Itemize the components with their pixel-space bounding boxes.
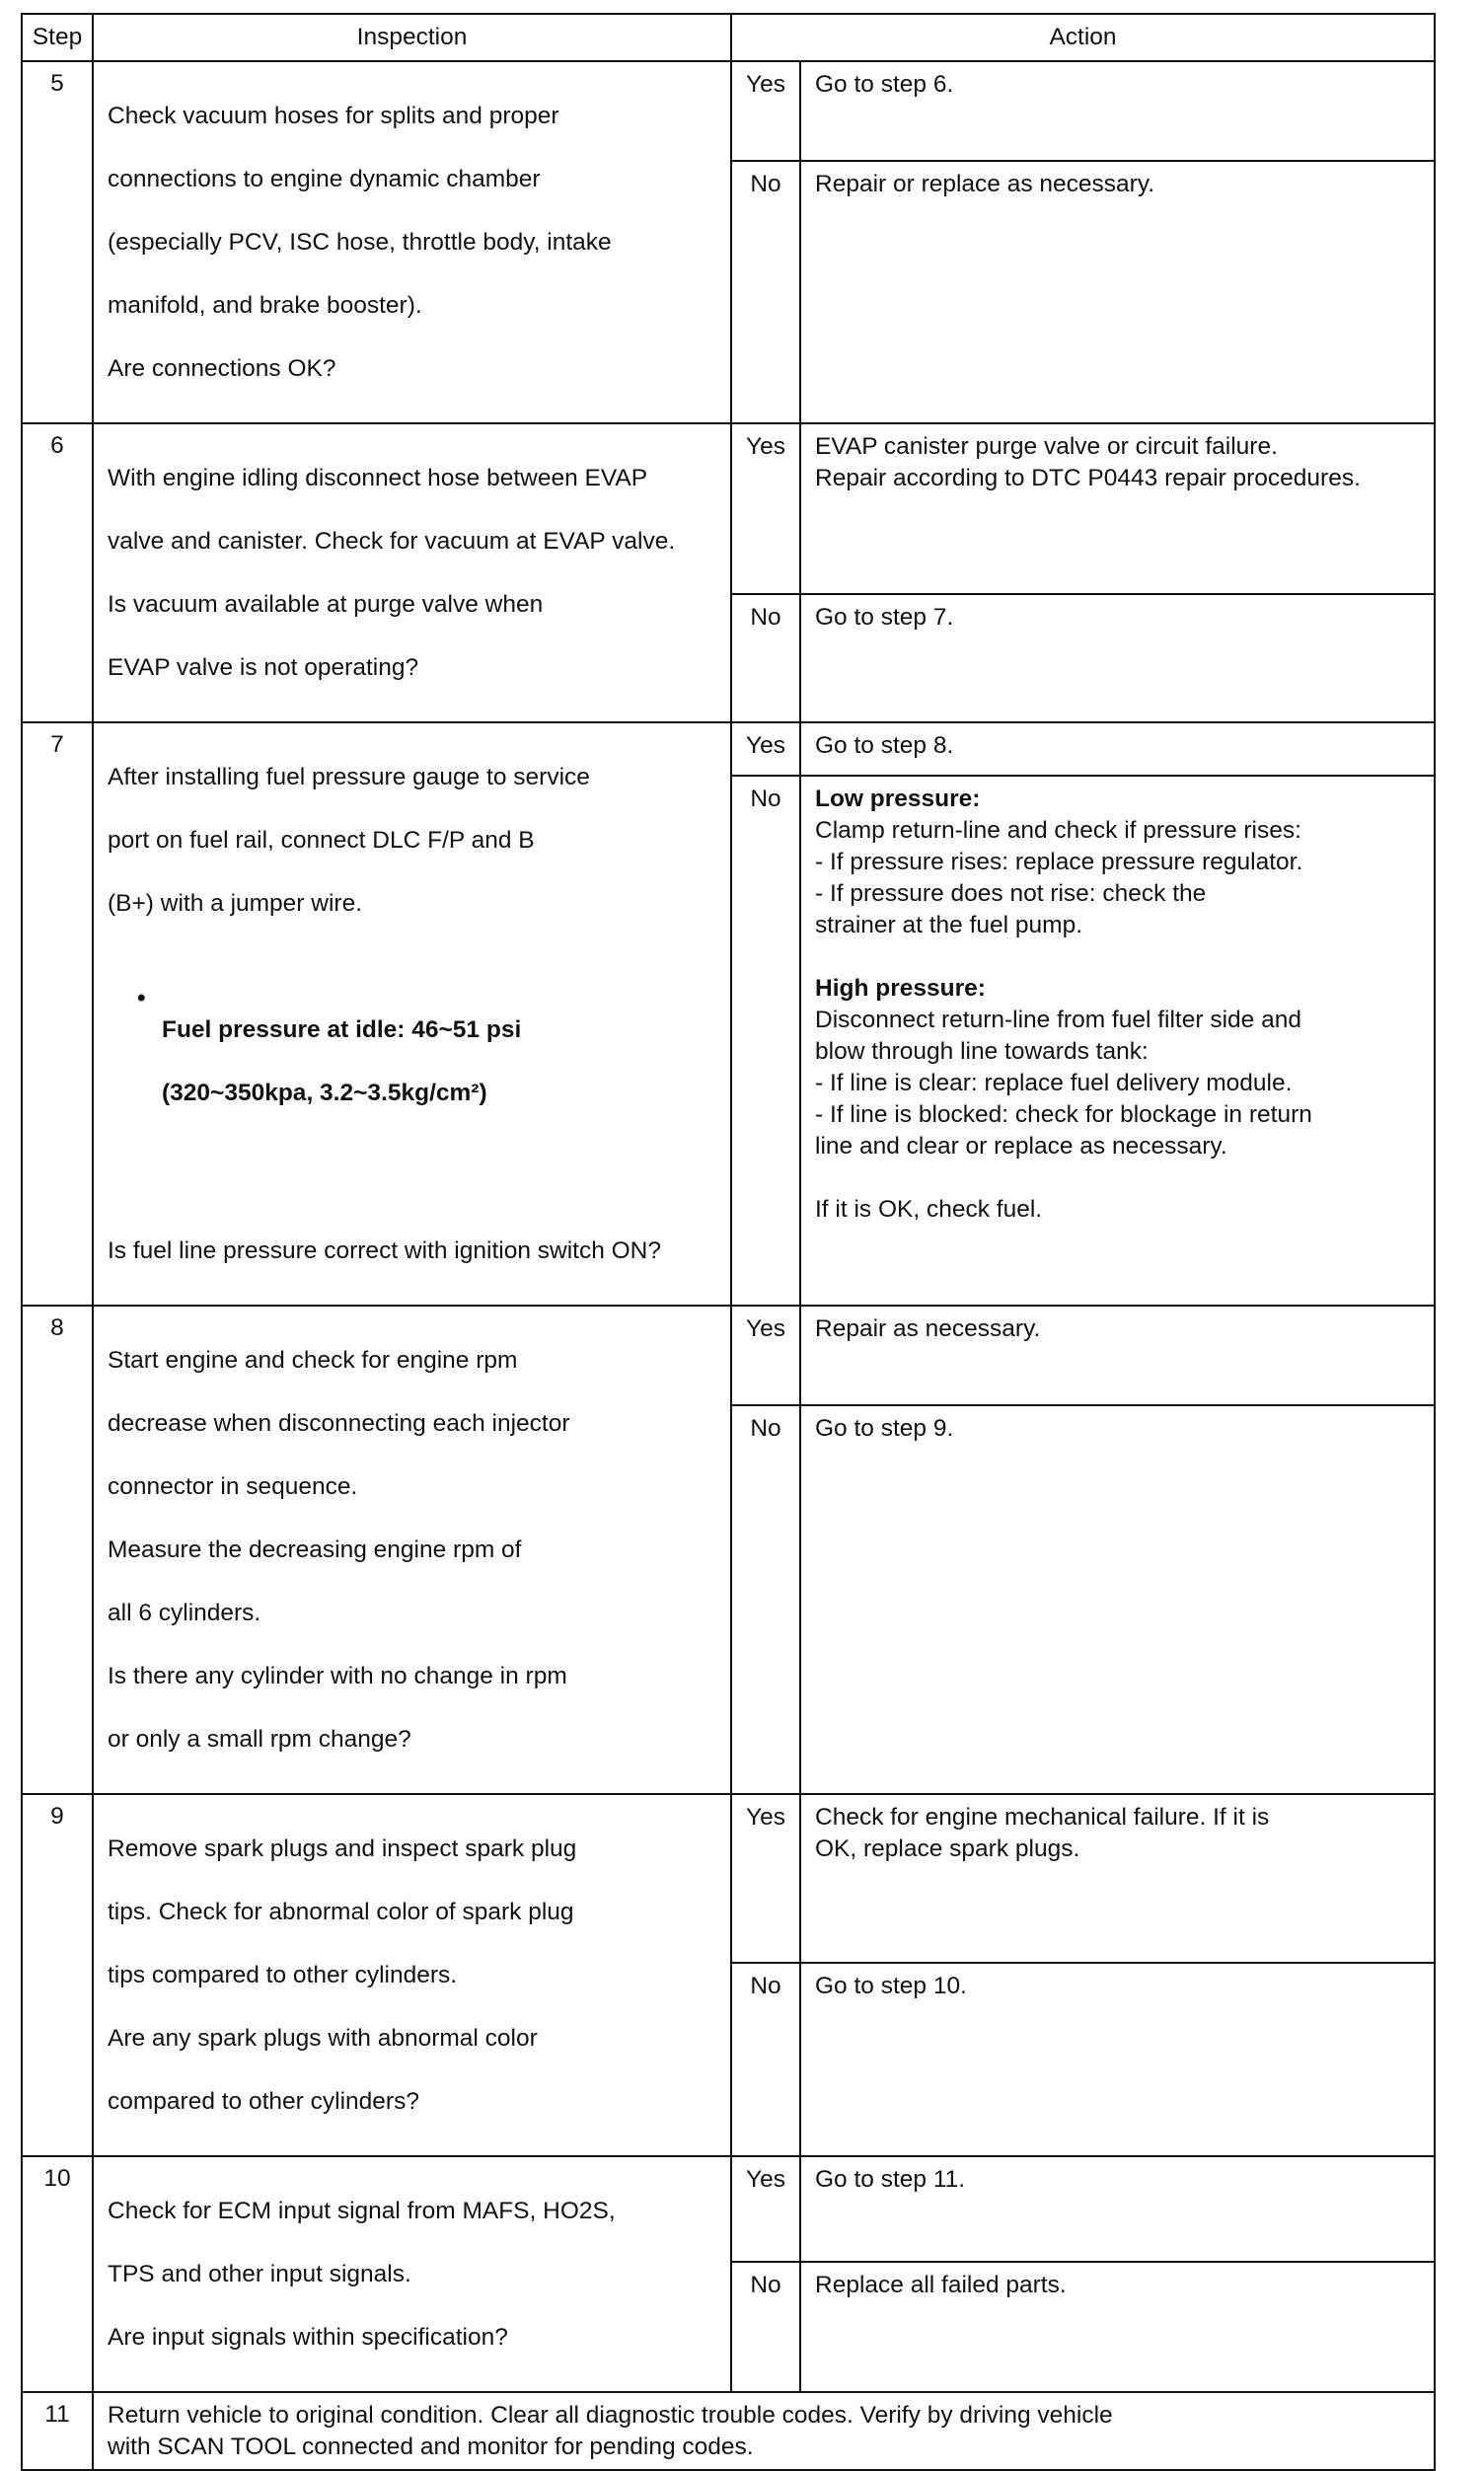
inspection-line: Are connections OK? bbox=[108, 355, 336, 382]
high-pressure-title: High pressure: bbox=[815, 975, 986, 1003]
inspection-line: Remove spark plugs and inspect spark plug bbox=[108, 1835, 577, 1862]
inspection-line: all 6 cylinders. bbox=[108, 1600, 261, 1626]
step-number: 11 bbox=[22, 2392, 93, 2470]
yes-label: Yes bbox=[731, 1306, 800, 1405]
action-line: Go to step 8. bbox=[815, 732, 954, 759]
action-line: EVAP canister purge valve or circuit failure. bbox=[815, 433, 1278, 460]
action-line: Repair according to DTC P0443 repair procedures. bbox=[815, 465, 1361, 491]
no-action bbox=[800, 1963, 1435, 2156]
inspection-line: port on fuel rail, connect DLC F/P and B bbox=[108, 827, 535, 854]
header-inspection: Inspection bbox=[93, 14, 731, 61]
final-step-line: Return vehicle to original condition. Clear all diagnostic trouble codes. Verify by driving vehicle bbox=[108, 2402, 1113, 2429]
action-line: - If line is clear: replace fuel delivery module. bbox=[815, 1070, 1293, 1097]
action-line: Repair as necessary. bbox=[815, 1315, 1041, 1342]
spacer bbox=[815, 941, 1426, 973]
no-label: No bbox=[731, 776, 800, 1306]
yes-action bbox=[800, 423, 1435, 594]
step-number: 7 bbox=[22, 722, 93, 1306]
action-line: Clamp return-line and check if pressure rises: bbox=[815, 817, 1301, 845]
inspection-line: With engine idling disconnect hose between EVAP bbox=[108, 465, 648, 491]
inspection-line: connector in sequence. bbox=[108, 1473, 358, 1500]
step-number: 5 bbox=[22, 61, 93, 423]
inspection-line: Are input signals within specification? bbox=[108, 2324, 508, 2351]
action-line: blow through line towards tank: bbox=[815, 1038, 1149, 1066]
inspection-text bbox=[93, 1794, 731, 2156]
header-step: Step bbox=[22, 14, 93, 61]
yes-action bbox=[800, 1306, 1435, 1405]
inspection-line: Check vacuum hoses for splits and proper bbox=[108, 103, 559, 129]
inspection-line: decrease when disconnecting each injector bbox=[108, 1410, 570, 1437]
action-line: Check for engine mechanical failure. If it is bbox=[815, 1804, 1270, 1831]
action-line: - If pressure does not rise: check the bbox=[815, 880, 1207, 908]
bullet-icon: • bbox=[137, 985, 146, 1011]
step-8-yes-row bbox=[22, 1306, 1435, 1405]
yes-action bbox=[800, 722, 1435, 776]
action-line: OK, replace spark plugs. bbox=[815, 1835, 1080, 1862]
inspection-line: valve and canister. Check for vacuum at EVAP valve. bbox=[108, 528, 676, 555]
spec-line: (320~350kpa, 3.2~3.5kg/cm²) bbox=[162, 1080, 487, 1106]
yes-label: Yes bbox=[731, 1794, 800, 1963]
action-line: - If pressure rises: replace pressure regulator. bbox=[815, 849, 1303, 876]
action-line: line and clear or replace as necessary. bbox=[815, 1133, 1227, 1161]
action-line: Go to step 9. bbox=[815, 1414, 954, 1442]
inspection-line: EVAP valve is not operating? bbox=[108, 654, 419, 681]
final-step-line: with SCAN TOOL connected and monitor for pending codes. bbox=[108, 2434, 754, 2460]
no-label: No bbox=[731, 161, 800, 423]
action-line: strainer at the fuel pump. bbox=[815, 912, 1083, 939]
inspection-text bbox=[93, 2156, 731, 2392]
no-action bbox=[800, 1405, 1435, 1794]
inspection-line: connections to engine dynamic chamber bbox=[108, 166, 541, 192]
action-line: Repair or replace as necessary. bbox=[815, 171, 1155, 198]
inspection-line: or only a small rpm change? bbox=[108, 1726, 411, 1753]
action-line: Go to step 11. bbox=[815, 2166, 966, 2193]
action-line: Go to step 10. bbox=[815, 1972, 967, 1999]
inspection-text bbox=[93, 722, 731, 1306]
yes-label: Yes bbox=[731, 61, 800, 161]
spacer bbox=[815, 1162, 1426, 1194]
spec-bullet bbox=[108, 951, 720, 1141]
no-action bbox=[800, 594, 1435, 722]
inspection-line: Measure the decreasing engine rpm of bbox=[108, 1536, 522, 1563]
inspection-line: manifold, and brake booster). bbox=[108, 292, 422, 319]
no-label: No bbox=[731, 1405, 800, 1794]
inspection-question: Is fuel line pressure correct with ignition switch ON? bbox=[108, 1237, 661, 1264]
inspection-line: Check for ECM input signal from MAFS, HO2S, bbox=[108, 2198, 616, 2224]
no-action bbox=[800, 2262, 1435, 2392]
inspection-line: tips compared to other cylinders. bbox=[108, 1962, 458, 1988]
spec-line: Fuel pressure at idle: 46~51 psi bbox=[162, 1016, 522, 1043]
inspection-line: (especially PCV, ISC hose, throttle body, intake bbox=[108, 229, 612, 256]
header-action: Action bbox=[731, 14, 1435, 61]
step-7-yes-row bbox=[22, 722, 1435, 776]
inspection-text bbox=[93, 61, 731, 423]
step-9-yes-row bbox=[22, 1794, 1435, 1963]
inspection-line: TPS and other input signals. bbox=[108, 2261, 411, 2287]
no-label: No bbox=[731, 1963, 800, 2156]
action-line: Go to step 6. bbox=[815, 71, 954, 98]
step-10-yes-row bbox=[22, 2156, 1435, 2262]
yes-label: Yes bbox=[731, 423, 800, 594]
low-pressure-title: Low pressure: bbox=[815, 786, 981, 813]
yes-label: Yes bbox=[731, 722, 800, 776]
step-number: 6 bbox=[22, 423, 93, 722]
inspection-line: Start engine and check for engine rpm bbox=[108, 1347, 518, 1374]
diagnostic-procedure-table bbox=[21, 13, 1436, 2471]
no-label: No bbox=[731, 2262, 800, 2392]
inspection-line: compared to other cylinders? bbox=[108, 2088, 419, 2115]
no-action bbox=[800, 161, 1435, 423]
yes-action bbox=[800, 61, 1435, 161]
action-line: Disconnect return-line from fuel filter side and bbox=[815, 1007, 1301, 1034]
inspection-line: (B+) with a jumper wire. bbox=[108, 890, 363, 917]
action-line: Replace all failed parts. bbox=[815, 2271, 1067, 2298]
inspection-text bbox=[93, 423, 731, 722]
action-line: - If line is blocked: check for blockage in return bbox=[815, 1101, 1312, 1129]
step-number: 8 bbox=[22, 1306, 93, 1794]
ok-note: If it is OK, check fuel. bbox=[815, 1196, 1043, 1224]
inspection-line: Are any spark plugs with abnormal color bbox=[108, 2025, 538, 2052]
step-6-yes-row bbox=[22, 423, 1435, 594]
no-action bbox=[800, 776, 1435, 1306]
inspection-line: tips. Check for abnormal color of spark plug bbox=[108, 1899, 574, 1925]
no-label: No bbox=[731, 594, 800, 722]
yes-action bbox=[800, 2156, 1435, 2262]
final-step-text bbox=[93, 2392, 1435, 2470]
spacer bbox=[108, 1172, 720, 1204]
inspection-line: Is vacuum available at purge valve when bbox=[108, 591, 544, 618]
inspection-line: Is there any cylinder with no change in rpm bbox=[108, 1663, 567, 1689]
step-11-row bbox=[22, 2392, 1435, 2470]
step-number: 10 bbox=[22, 2156, 93, 2392]
action-line: Go to step 7. bbox=[815, 604, 954, 632]
step-5-yes-row bbox=[22, 61, 1435, 161]
yes-label: Yes bbox=[731, 2156, 800, 2262]
inspection-text bbox=[93, 1306, 731, 1794]
step-number: 9 bbox=[22, 1794, 93, 2156]
yes-action bbox=[800, 1794, 1435, 1963]
header-row bbox=[22, 14, 1435, 61]
inspection-line: After installing fuel pressure gauge to service bbox=[108, 764, 590, 790]
